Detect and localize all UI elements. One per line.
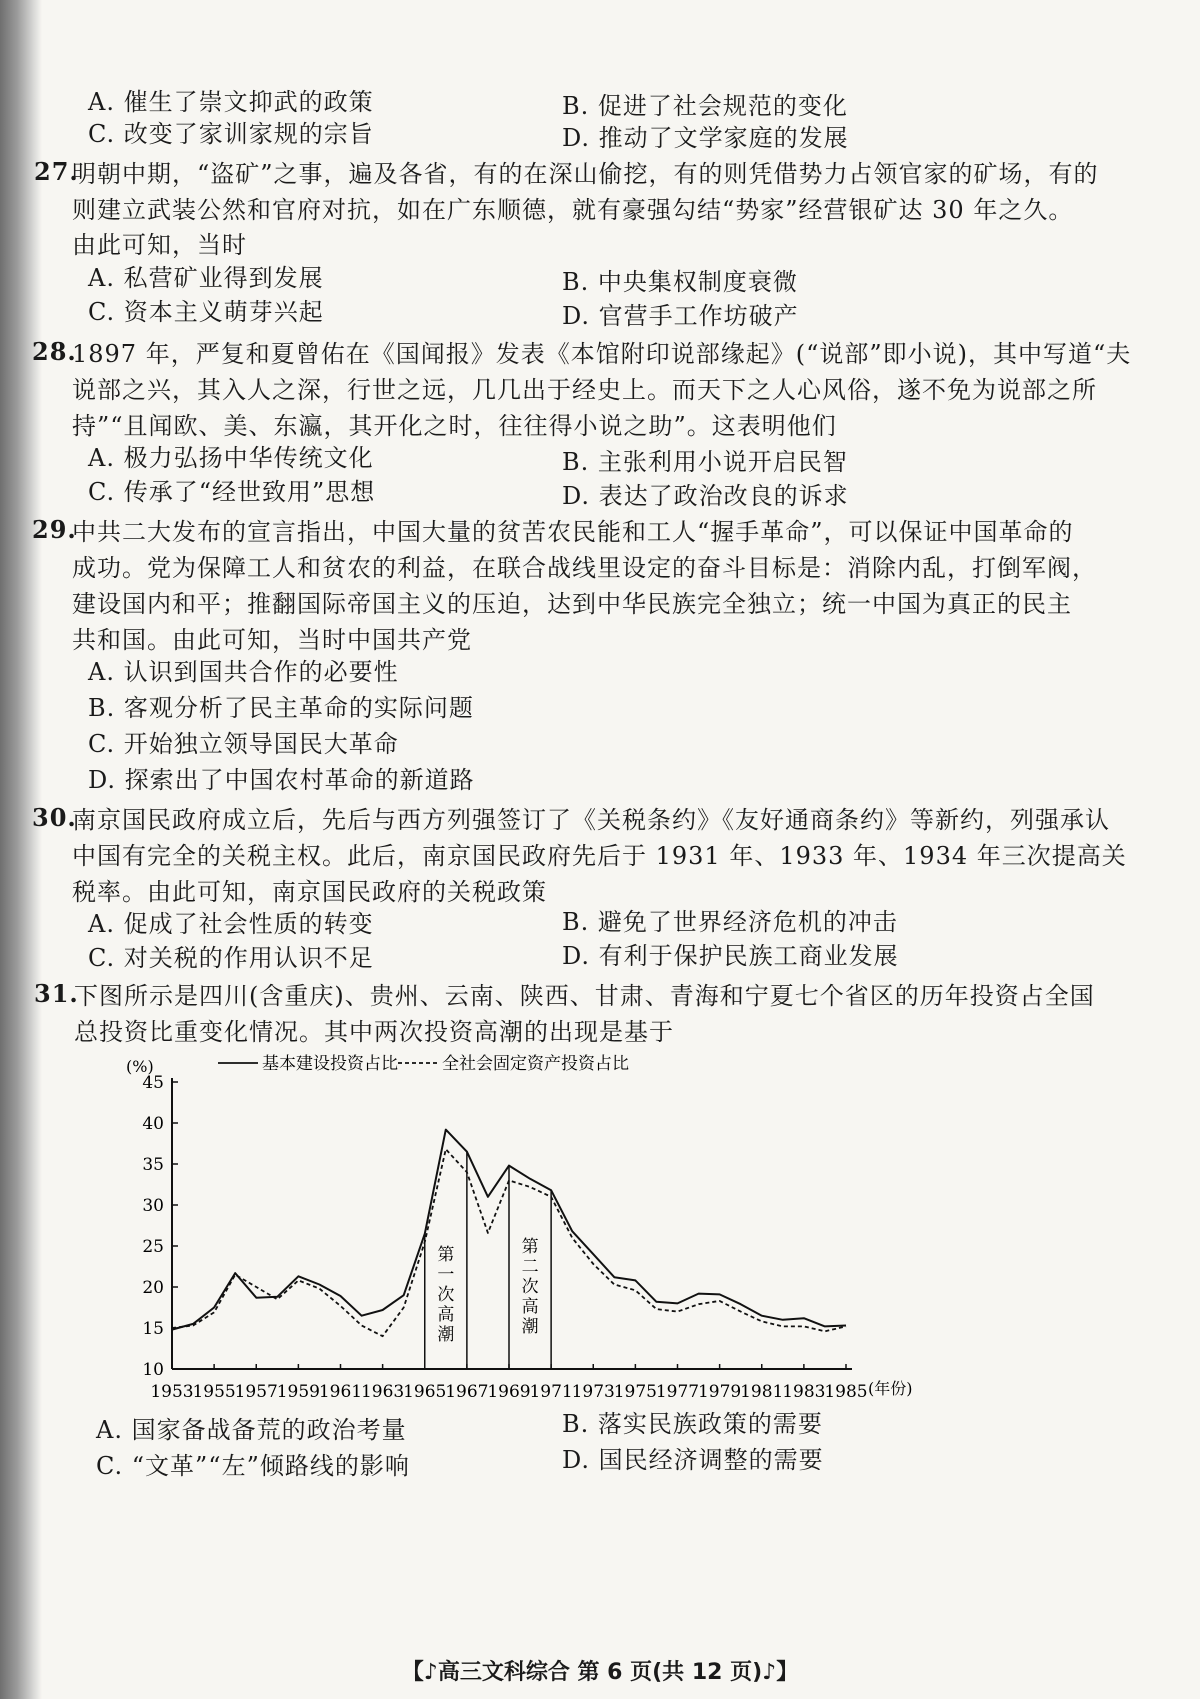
- q31-option-d: D. 国民经济调整的需要: [562, 1446, 824, 1474]
- q29-stem-line-3: 建设国内和平；推翻国际帝国主义的压迫，达到中华民族完全独立；统一中国为真正的民主: [72, 590, 1072, 618]
- x-tick-label: 1975: [613, 1382, 658, 1402]
- q26-option-a: A. 催生了崇文抑武的政策: [88, 88, 374, 116]
- y-tick-label: 30: [142, 1196, 164, 1216]
- q31-number: 31.: [34, 979, 79, 1008]
- annotation-label-char: 次: [437, 1285, 455, 1305]
- annotation-label-char: 第: [521, 1237, 539, 1257]
- q28-number: 28.: [32, 337, 77, 366]
- annotation-label-char: 高: [521, 1297, 539, 1317]
- y-tick-label: 45: [142, 1073, 164, 1093]
- legend-label: 基本建设投资占比: [262, 1054, 398, 1074]
- x-tick-label: 1983: [782, 1382, 826, 1402]
- annotation-label-char: 潮: [521, 1317, 539, 1337]
- q29-option-b: B. 客观分析了民主革命的实际问题: [88, 694, 474, 722]
- q29-number: 29.: [32, 515, 77, 544]
- x-tick-label: 1959: [276, 1382, 321, 1402]
- x-tick-label: 1979: [697, 1382, 742, 1402]
- x-tick-label: 1957: [234, 1382, 278, 1402]
- q27-stem-line-3: 由此可知，当时: [72, 231, 247, 259]
- q29-option-c: C. 开始独立领导国民大革命: [88, 730, 399, 758]
- q26-option-b: B. 促进了社会规范的变化: [562, 92, 848, 120]
- chart-legend: [218, 1053, 629, 1074]
- page-footer: 【♪高三文科综合 第 6 页(共 12 页)♪】: [401, 1660, 799, 1685]
- x-tick-label: 1971: [529, 1382, 573, 1402]
- q27-number: 27.: [34, 157, 79, 186]
- q30-stem-line-1: 南京国民政府成立后，先后与西方列强签订了《关税条约》《友好通商条约》等新约，列强承认: [72, 806, 1110, 834]
- y-tick-label: 15: [142, 1319, 164, 1339]
- x-tick-label: 1955: [192, 1382, 236, 1402]
- q26-option-d: D. 推动了文学家庭的发展: [562, 124, 849, 152]
- legend-label: 全社会固定资产投资占比: [442, 1054, 629, 1074]
- q31-option-a: A. 国家备战备荒的政治考量: [96, 1416, 407, 1444]
- y-tick-label: 20: [142, 1278, 164, 1298]
- x-tick-label: 1977: [655, 1382, 700, 1402]
- q28-stem-line-1: 1897 年，严复和夏曾佑在《国闻报》发表《本馆附印说部缘起》(“说部”即小说)，其中写道“夫: [72, 340, 1132, 368]
- annotation-label-char: 第: [437, 1245, 455, 1265]
- q27-option-d: D. 官营手工作坊破产: [562, 302, 799, 330]
- annotation-label-char: 潮: [437, 1325, 455, 1345]
- q30-option-c: C. 对关税的作用认识不足: [88, 944, 374, 972]
- x-tick-label: 1961: [318, 1382, 363, 1402]
- annotation-label-char: 一: [437, 1265, 455, 1285]
- x-tick-label: 1969: [487, 1382, 531, 1402]
- x-tick-label: 1953: [150, 1382, 194, 1402]
- q30-number: 30.: [32, 803, 77, 832]
- q31-option-c: C. “文革”“左”倾路线的影响: [96, 1452, 410, 1480]
- q28-option-b: B. 主张利用小说开启民智: [562, 448, 848, 476]
- annotation-label-char: 次: [521, 1277, 539, 1297]
- x-tick-label: 1963: [360, 1382, 405, 1402]
- q29-stem-line-1: 中共二大发布的宣言指出，中国大量的贫苦农民能和工人“握手革命”，可以保证中国革命的: [72, 518, 1074, 546]
- q26-option-c: C. 改变了家训家规的宗旨: [88, 120, 374, 148]
- q29-stem-line-2: 成功。党为保障工人和贫农的利益，在联合战线里设定的奋斗目标是：消除内乱，打倒军阀，: [72, 554, 1097, 582]
- q31-stem-line-2: 总投资比重变化情况。其中两次投资高潮的出现是基于: [74, 1018, 674, 1046]
- y-tick-label: 35: [142, 1155, 164, 1175]
- q28-option-d: D. 表达了政治改良的诉求: [562, 482, 849, 510]
- q27-option-a: A. 私营矿业得到发展: [88, 264, 324, 292]
- q31-option-b: B. 落实民族政策的需要: [562, 1410, 823, 1438]
- q30-option-d: D. 有利于保护民族工商业发展: [562, 942, 899, 970]
- y-tick-label: 10: [142, 1360, 164, 1380]
- chart-axes: [126, 1057, 913, 1402]
- q29-option-d: D. 探索出了中国农村革命的新道路: [88, 766, 475, 794]
- q28-stem-line-2: 说部之兴，其入人之深，行世之远，几几出于经史上。而天下之人心风俗，遂不免为说部之所: [72, 376, 1097, 404]
- x-tick-label: 1967: [445, 1382, 489, 1402]
- q28-stem-line-3: 持”“且闻欧、美、东瀛，其开化之时，往往得小说之助”。这表明他们: [72, 412, 837, 440]
- q30-stem-line-2: 中国有完全的关税主权。此后，南京国民政府先后于 1931 年、1933 年、1934 年三次提高关: [72, 842, 1127, 870]
- x-tick-label: 1985: [824, 1382, 868, 1402]
- annotation-label-char: 二: [521, 1257, 539, 1277]
- x-tick-label: 1973: [571, 1382, 615, 1402]
- y-tick-label: 40: [142, 1114, 164, 1134]
- q29-stem-line-4: 共和国。由此可知，当时中国共产党: [72, 626, 472, 654]
- y-tick-label: 25: [142, 1237, 164, 1257]
- x-unit-label: (年份): [868, 1379, 913, 1398]
- q30-option-b: B. 避免了世界经济危机的冲击: [562, 908, 898, 936]
- q30-stem-line-3: 税率。由此可知，南京国民政府的关税政策: [72, 878, 547, 906]
- y-unit-label: (%): [126, 1057, 154, 1076]
- q27-option-c: C. 资本主义萌芽兴起: [88, 298, 324, 326]
- q27-option-b: B. 中央集权制度衰微: [562, 268, 798, 296]
- x-tick-label: 1981: [740, 1382, 784, 1402]
- q27-stem-line-2: 则建立武装公然和官府对抗，如在广东顺德，就有豪强勾结“势家”经营银矿达 30 年之久。: [72, 196, 1074, 224]
- q31-stem-line-1: 下图所示是四川(含重庆)、贵州、云南、陕西、甘肃、青海和宁夏七个省区的历年投资占全国: [74, 982, 1095, 1010]
- q27-stem-line-1: 明朝中期，“盗矿”之事，遍及各省，有的在深山偷挖，有的则凭借势力占领官家的矿场，有的: [72, 160, 1099, 188]
- q28-option-a: A. 极力弘扬中华传统文化: [88, 444, 374, 472]
- q28-option-c: C. 传承了“经世致用”思想: [88, 478, 376, 506]
- q29-option-a: A. 认识到国共合作的必要性: [88, 658, 399, 686]
- annotation-label-char: 高: [437, 1305, 455, 1325]
- q30-option-a: A. 促成了社会性质的转变: [88, 910, 374, 938]
- x-tick-label: 1965: [403, 1382, 447, 1402]
- chart-annotations: [425, 1152, 551, 1369]
